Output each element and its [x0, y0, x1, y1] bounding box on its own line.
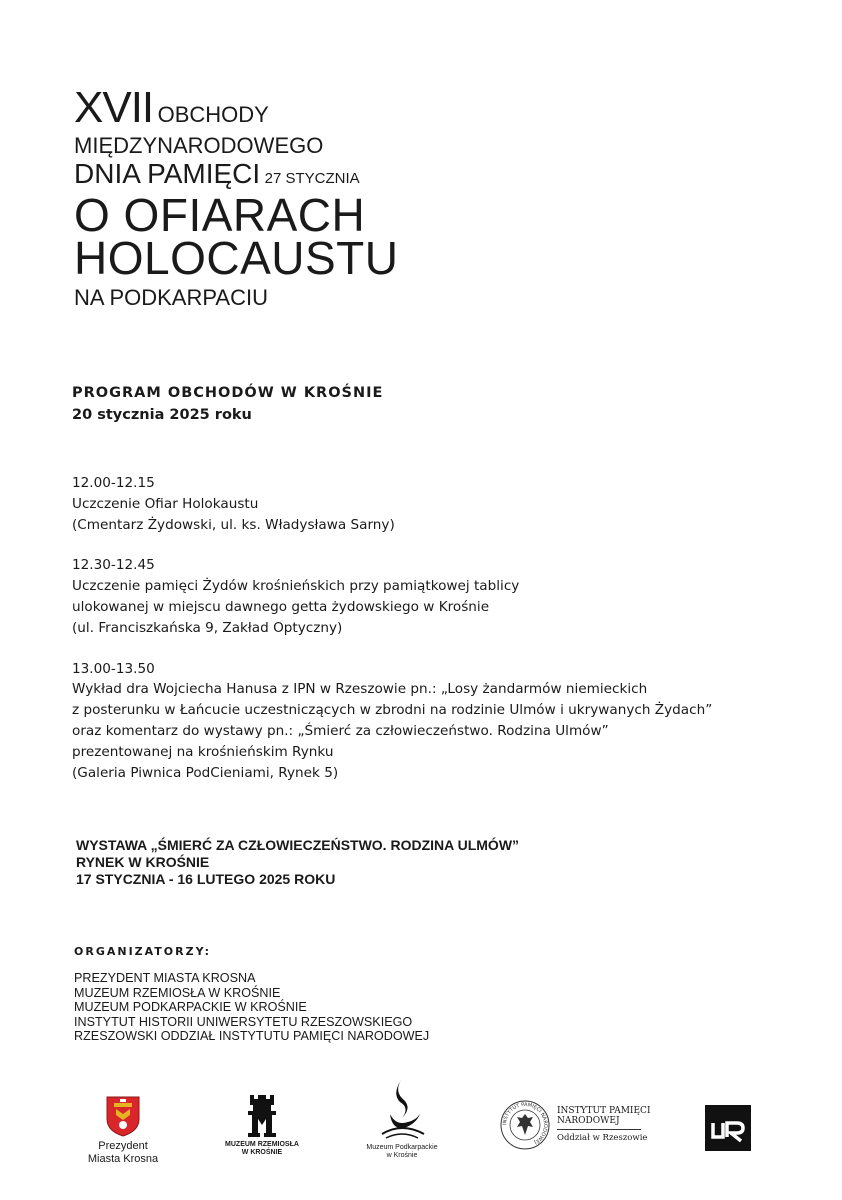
ipn-name [557, 1106, 651, 1126]
exhibition-dates: 17 STYCZNIA - 16 LUTEGO 2025 ROKU [76, 871, 336, 887]
seal-text: INSTYTUT PAMIĘCI NARODOWEJ [501, 1101, 549, 1146]
event-line: oraz komentarz do wystawy pn.: „Śmierć za człowieczeństwo. Rodzina Ulmów” [72, 722, 609, 739]
program-title: PROGRAM OBCHODÓW W KROŚNIE [72, 385, 384, 401]
title-line-6: NA PODKARPACIU [74, 285, 268, 310]
program-heading [72, 382, 383, 426]
program-date: 20 stycznia 2025 roku [72, 407, 252, 423]
organizer-item: PREZYDENT MIASTA KROSNA [74, 971, 256, 985]
event-time: 13.00-13.50 [72, 660, 155, 677]
event-time: 12.00-12.15 [72, 475, 155, 491]
exhibition-title: WYSTAWA „ŚMIERĆ ZA CZŁOWIECZEŃSTWO. RODZINA ULMÓW” [76, 837, 520, 853]
organizers-heading: ORGANIZATORZY: [74, 945, 212, 958]
schedule [72, 473, 712, 803]
title-dnia-pamieci: DNIA PAMIĘCI [74, 158, 261, 189]
logo-ipn [500, 1100, 660, 1150]
event-line: Wykład dra Wojciecha Hanusa z IPN w Rzeszowie pn.: „Losy żandarmów niemieckich [72, 681, 648, 698]
logo-muzeum-rzemiosla [220, 1093, 304, 1157]
museum-tower-icon [242, 1093, 282, 1139]
organizer-item: MUZEUM RZEMIOSŁA W KROŚNIE [74, 985, 281, 1000]
logo-rzemiosla-caption-1: MUZEUM RZEMIOSŁA [225, 1141, 299, 1148]
logo-ur [705, 1105, 751, 1151]
title-line-4: O OFIARACH [74, 189, 366, 241]
ipn-divider [557, 1129, 641, 1130]
event-line: prezentowanej na krośnieńskim Rynku [72, 743, 334, 760]
ipn-name-1: INSTYTUT PAMIĘCI [557, 1106, 651, 1116]
poster-title [74, 83, 399, 310]
title-numeral: XVII [74, 83, 154, 132]
ipn-branch: Oddział w Rzeszowie [557, 1133, 648, 1143]
event-line: (Galeria Piwnica PodCieniami, Rynek 5) [72, 764, 339, 781]
event-time: 12.30-12.45 [72, 557, 155, 574]
title-line-5: HOLOCAUSTU [74, 232, 399, 284]
organizer-item: RZESZOWSKI ODDZIAŁ INSTYTUTU PAMIĘCI NARODOWEJ [74, 1029, 430, 1043]
title-date: 27 STYCZNIA [264, 170, 360, 187]
event-3 [72, 659, 712, 784]
logo-podkarpackie-caption-2: w Krośnie [386, 1152, 418, 1159]
organizers-list [74, 971, 429, 1044]
title-line-2: MIĘDZYNARODOWEGO [74, 133, 324, 158]
organizer-item: MUZEUM PODKARPACKIE W KROŚNIE [74, 1000, 307, 1014]
event-line: (Cmentarz Żydowski, ul. ks. Władysława Sarny) [72, 516, 395, 533]
logo-krosno-caption-2: Miasta Krosna [87, 1153, 159, 1165]
event-1 [72, 473, 712, 535]
logo-podkarpackie-caption-1: Muzeum Podkarpackie [366, 1144, 438, 1151]
title-line-3 [74, 160, 398, 188]
ur-logo-icon [705, 1105, 751, 1151]
organizer-item: INSTYTUT HISTORII UNIWERSYTETU RZESZOWSKIEGO [74, 1014, 413, 1029]
event-line: Uczczenie Ofiar Holokaustu [72, 495, 259, 512]
logo-muzeum-podkarpackie [362, 1078, 442, 1160]
title-word-obchody: OBCHODY [157, 102, 269, 127]
oil-lamp-flame-icon [374, 1078, 430, 1144]
event-line: z posterunku w Łańcucie uczestniczących w zbrodni na rodzinie Ulmów i ukrywanych Żydach” [72, 702, 713, 719]
logo-krosno [80, 1095, 166, 1166]
event-line: ulokowanej w miejscu dawnego getta żydowskiego w Krośnie [72, 598, 490, 615]
event-2 [72, 555, 712, 638]
krosno-crest-icon [105, 1095, 141, 1137]
logo-krosno-caption-1: Prezydent [98, 1140, 148, 1152]
event-line: Uczczenie pamięci Żydów krośnieńskich przy pamiątkowej tablicy [72, 578, 520, 595]
exhibition-info [76, 837, 519, 888]
logo-rzemiosla-caption-2: W KROŚNIE [241, 1149, 283, 1156]
exhibition-place: RYNEK W KROŚNIE [76, 854, 210, 870]
ur-mark: UR [705, 1105, 707, 1106]
event-line: (ul. Franciszkańska 9, Zakład Optyczny) [72, 619, 343, 636]
ipn-seal-icon [500, 1100, 550, 1150]
title-line-1 [74, 83, 398, 132]
ipn-name-2: NARODOWEJ [557, 1116, 620, 1126]
